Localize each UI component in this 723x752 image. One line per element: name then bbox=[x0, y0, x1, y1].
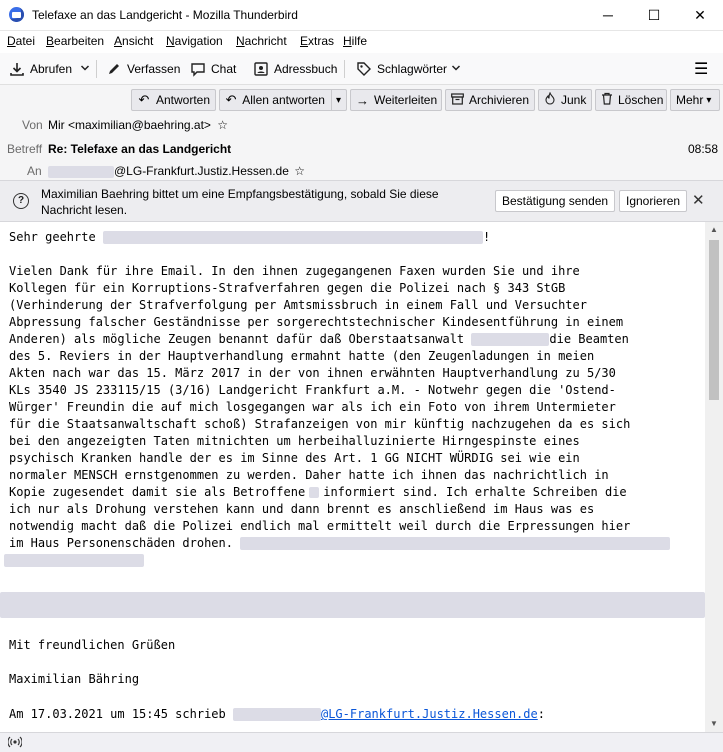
chat-label: Chat bbox=[211, 62, 237, 76]
addressbook-button[interactable] bbox=[253, 58, 337, 80]
menu-bar bbox=[0, 31, 723, 53]
menu-extras[interactable]: Extras bbox=[300, 34, 335, 48]
receipt-notification bbox=[0, 181, 723, 222]
fetch-dropdown[interactable] bbox=[80, 58, 90, 80]
body-line: Kopie zugesendet damit sie als Betroffene informiert sind. Ich erhalte Schreiben die bbox=[9, 485, 627, 499]
delete-button[interactable]: Löschen bbox=[595, 89, 667, 111]
app-menu-button[interactable]: ☰ bbox=[694, 61, 709, 78]
chevron-down-icon[interactable]: ▾ bbox=[331, 90, 341, 110]
body-line: KLs 3540 JS 233115/15 (3/16) Landgericht Frankfurt a.M. - Notwehr gegen die 'Ostend- bbox=[9, 383, 616, 397]
menu-bearbeiten[interactable]: Bearbeiten bbox=[46, 34, 105, 48]
body-line: Kollegen für ein Korruptions-Strafverfahren gegen die Polizei nach § 343 StGB bbox=[9, 281, 566, 295]
trash-icon bbox=[601, 92, 613, 108]
close-window-button[interactable]: ✕ bbox=[694, 7, 706, 23]
quote-header: Am 17.03.2021 um 15:45 schrieb @LG-Frankfurt.Justiz.Hessen.de: bbox=[9, 707, 545, 721]
addressbook-label: Adressbuch bbox=[274, 62, 338, 76]
message-body bbox=[0, 222, 705, 732]
tags-button[interactable] bbox=[356, 58, 461, 80]
redacted-text bbox=[103, 231, 483, 244]
maximize-button[interactable]: ☐ bbox=[647, 7, 661, 23]
closing-line: Mit freundlichen Grüßen bbox=[9, 638, 176, 652]
redacted-text bbox=[0, 592, 705, 618]
redacted-text bbox=[4, 554, 144, 567]
subject-value: Re: Telefaxe an das Landgericht bbox=[48, 142, 232, 156]
compose-label: Verfassen bbox=[127, 62, 181, 76]
body-line: Anderen) als mögliche Zeugen benannt dafür daß Oberstaatsanwalt die Beamten bbox=[9, 332, 629, 346]
message-time: 08:58 bbox=[688, 142, 719, 156]
tags-label: Schlagwörter bbox=[377, 62, 448, 76]
chevron-down-icon bbox=[80, 62, 90, 76]
fetch-button[interactable] bbox=[9, 58, 72, 80]
notification-text: Maximilian Baehring bittet um eine Empfangsbestätigung, sobald Sie diese Nachricht lesen. bbox=[41, 187, 439, 217]
menu-datei[interactable]: Datei bbox=[7, 34, 36, 48]
body-line: Abpressung falscher Geständnisse per sorgerechtstechnischer Kindesentführung in einem bbox=[9, 315, 624, 329]
chevron-down-icon bbox=[451, 62, 461, 76]
from-label: Von bbox=[22, 118, 43, 132]
toolbar-divider bbox=[96, 60, 97, 78]
redacted-line bbox=[4, 553, 144, 567]
archive-button[interactable]: Archivieren bbox=[445, 89, 535, 111]
forward-icon: → bbox=[356, 92, 369, 108]
scroll-up-icon[interactable]: ▲ bbox=[710, 225, 718, 234]
body-line: des 5. Reviers in der Hauptverhandlung ermahnt hatte (den Zeugenladungen in meien bbox=[9, 349, 595, 363]
flame-icon bbox=[544, 92, 556, 108]
chat-button[interactable] bbox=[190, 58, 236, 80]
body-line: normaler MENSCH ernstgenommen zu werden. Daher hatte ich ihnen das nachrichtlich in bbox=[9, 468, 609, 482]
subject-label: Betreff bbox=[7, 142, 43, 156]
tag-icon bbox=[356, 61, 372, 77]
quote-email-link[interactable]: @LG-Frankfurt.Justiz.Hessen.de bbox=[320, 707, 538, 721]
main-toolbar bbox=[0, 53, 723, 85]
reply-icon: ↶ bbox=[138, 92, 150, 107]
body-line: Vielen Dank für ihre Email. In den ihnen zugegangenen Faxen wurden Sie und ihre bbox=[9, 264, 580, 278]
minimize-button[interactable]: ─ bbox=[603, 7, 613, 23]
body-scrollbar[interactable] bbox=[705, 222, 723, 732]
body-line: bei den angezeigten Taten mitnichten um herbeihalluzinierte Hirngespinste eines bbox=[9, 434, 580, 448]
forward-button[interactable]: → Weiterleiten bbox=[350, 89, 442, 111]
fetch-label: Abrufen bbox=[30, 62, 73, 76]
menu-navigation[interactable]: Navigation bbox=[166, 34, 223, 48]
body-line: für die Staatsanwaltschaft schoß) Strafanzeigen von mir künftig nachzugehen da es sich bbox=[9, 417, 631, 431]
signature-line: Maximilian Bähring bbox=[9, 672, 140, 686]
reply-all-icon: ↶ bbox=[225, 92, 237, 107]
chat-icon bbox=[190, 61, 206, 77]
download-icon bbox=[9, 61, 25, 77]
more-button[interactable]: Mehr ▾ bbox=[670, 89, 720, 111]
title-bar bbox=[0, 0, 723, 31]
redacted-text bbox=[309, 487, 319, 498]
redacted-text bbox=[233, 708, 321, 721]
addressbook-icon bbox=[253, 61, 269, 77]
pencil-icon bbox=[106, 61, 122, 77]
star-icon[interactable]: ☆ bbox=[294, 164, 306, 178]
menu-hilfe[interactable]: Hilfe bbox=[343, 34, 368, 48]
redacted-line bbox=[0, 592, 705, 618]
body-line: (Verhinderung der Strafverfolgung per Amtsmissbruch in einem Fall und Versuchter bbox=[9, 298, 587, 312]
toolbar-divider bbox=[344, 60, 345, 78]
star-icon[interactable]: ☆ bbox=[217, 118, 229, 132]
to-value[interactable]: @LG-Frankfurt.Justiz.Hessen.de ☆ bbox=[48, 164, 305, 178]
window-title: Telefaxe an das Landgericht - Mozilla Thunderbird bbox=[32, 8, 298, 22]
status-bar bbox=[0, 732, 723, 752]
message-header bbox=[0, 85, 723, 181]
redacted-text bbox=[48, 166, 114, 178]
archive-icon bbox=[451, 93, 464, 108]
question-icon: ? bbox=[13, 193, 29, 209]
body-line: notwendig macht daß die Polizei endlich mal ermittelt weil durch die Erpressungen hier bbox=[9, 519, 631, 533]
close-icon[interactable]: ✕ bbox=[692, 192, 705, 209]
scroll-thumb[interactable] bbox=[709, 240, 719, 400]
body-line: im Haus Personenschäden drohen. bbox=[9, 536, 670, 550]
greeting-line: Sehr geehrte ! bbox=[9, 230, 491, 244]
chevron-down-icon: ▾ bbox=[706, 94, 712, 106]
ignore-button[interactable]: Ignorieren bbox=[619, 190, 687, 212]
scroll-down-icon[interactable]: ▼ bbox=[710, 719, 718, 728]
thunderbird-logo-icon bbox=[9, 7, 24, 22]
from-value[interactable]: Mir <maximilian@baehring.at> ☆ bbox=[48, 118, 229, 132]
junk-button[interactable]: Junk bbox=[538, 89, 592, 111]
body-line: Akten nach war das 15. März 2017 in der von ihnen erwähnten Hauptverhandlung zu 5/30 bbox=[9, 366, 616, 380]
reply-button[interactable]: ↶ Antworten bbox=[131, 89, 216, 111]
body-line: Würger' Freundin die auf mich losgegangen war als ich ein Foto von ihrem Untermieter bbox=[9, 400, 616, 414]
body-line: psychisch Kranken handle der es im Sinne des Art. 1 GG NICHT WÜRDIG sei wie ein bbox=[9, 451, 580, 465]
redacted-text bbox=[471, 333, 549, 346]
menu-ansicht[interactable]: Ansicht bbox=[114, 34, 154, 48]
body-line: ich nur als Drohung verstehen kann und dann brennt es anschließend im Haus was es bbox=[9, 502, 595, 516]
send-receipt-button[interactable]: Bestätigung senden bbox=[495, 190, 615, 212]
to-label: An bbox=[27, 164, 42, 178]
menu-nachricht[interactable]: Nachricht bbox=[236, 34, 287, 48]
activity-icon[interactable] bbox=[8, 735, 22, 752]
redacted-text bbox=[240, 537, 670, 550]
compose-button[interactable] bbox=[106, 58, 180, 80]
reply-all-button[interactable]: ↶ Allen antworten ▾ bbox=[219, 89, 347, 111]
